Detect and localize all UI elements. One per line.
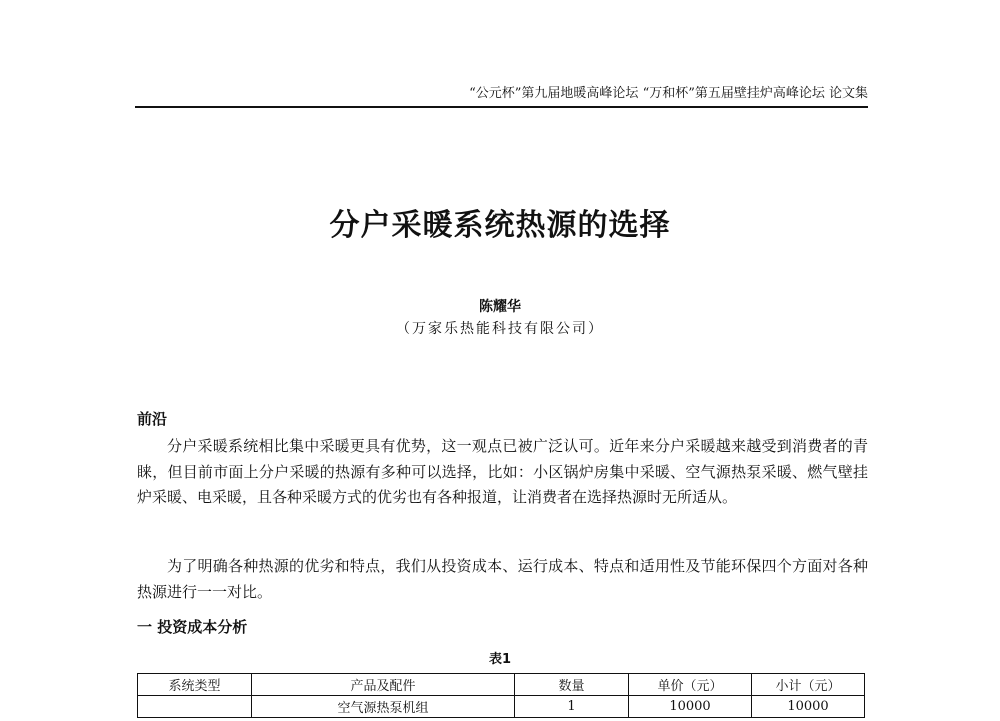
author-affiliation: （万家乐热能科技有限公司）: [396, 321, 604, 337]
article-title: 分户采暖系统热源的选择: [329, 208, 671, 243]
section-1-heading: 一 投资成本分析: [137, 618, 248, 636]
preface-paragraph-1: 分户采暖系统相比集中采暖更具有优势，这一观点已被广泛认可。近年来分户采暖越来越受到消费者的青睐，但目前市面上分户采暖的热源有多种可以选择，比如：小区锅炉房集中采暖、空气源热泵采暖、燃气壁挂炉采暖、电采暖，且各种采暖方式的优劣也有各种报道，让消费者在选择热源时无所适从。: [137, 437, 868, 506]
table-1-caption: 表1: [488, 652, 512, 667]
table-header-cell: 数量: [515, 674, 629, 696]
table-header-cell: 单价（元）: [629, 674, 752, 696]
table-cell: [138, 696, 252, 718]
preface-heading: 前沿: [137, 410, 168, 428]
table-1: [137, 673, 865, 718]
table-cell: 空气源热泵机组: [252, 696, 515, 718]
table-cell: 1: [515, 696, 629, 718]
table-header-cell: 产品及配件: [252, 674, 515, 696]
table-row: [138, 696, 865, 718]
running-header: “公元杯”第九届地暖高峰论坛 “万和杯”第五届壁挂炉高峰论坛 论文集: [469, 86, 868, 101]
header-rule: [135, 106, 868, 108]
author-name: 陈耀华: [479, 299, 521, 315]
preface-paragraph-2: 为了明确各种热源的优劣和特点，我们从投资成本、运行成本、特点和适用性及节能环保四个方面对各种热源进行一一对比。: [137, 557, 868, 601]
table-header-cell: 小计（元）: [752, 674, 865, 696]
table-cell: 10000: [629, 696, 752, 718]
table-header-cell: 系统类型: [138, 674, 252, 696]
table-header-row: [138, 674, 865, 696]
table-cell: 10000: [752, 696, 865, 718]
